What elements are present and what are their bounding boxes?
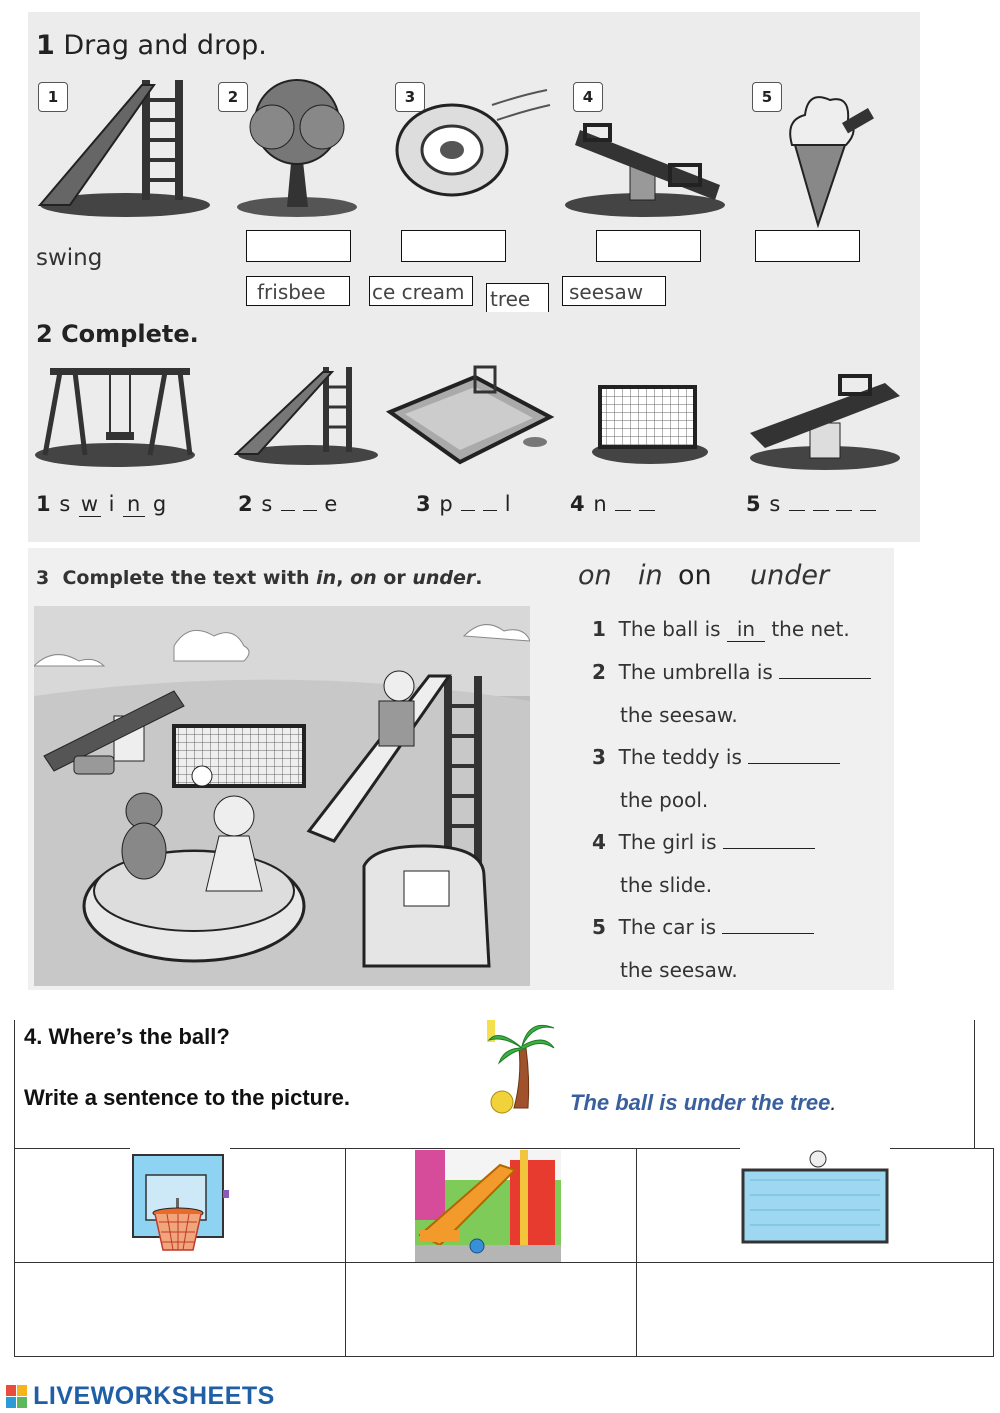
drop-box-3[interactable] (401, 230, 506, 262)
picture-number-2: 2 (218, 82, 248, 112)
complete-item-2: 2 s e (238, 492, 339, 516)
table-border-middle (14, 1262, 994, 1263)
drop-box-2[interactable] (246, 230, 351, 262)
ball-icon (470, 1239, 484, 1253)
answer-blank[interactable] (779, 678, 871, 679)
example-answer: The ball is under the tree. (570, 1090, 837, 1115)
filled-letter: w (80, 492, 100, 516)
answer-in: in (727, 617, 765, 642)
section3-heading: 3 Complete the text with in, on or under. (36, 567, 483, 589)
sentence-4-cont: the slide. (620, 873, 713, 897)
answer-cell-1[interactable] (16, 1264, 344, 1355)
goal-net-icon (740, 1150, 890, 1246)
playground-illustration (34, 606, 530, 986)
picture-number-4: 4 (573, 82, 603, 112)
letter-blank[interactable] (615, 510, 631, 511)
word-bank-on[interactable]: on (578, 560, 612, 591)
sentence-2-cont: the seesaw. (620, 703, 738, 727)
drag-word-frisbee[interactable]: frisbee (246, 276, 350, 306)
letter-blank[interactable] (836, 510, 852, 511)
section4-title: 4. Where’s the ball? (24, 1024, 230, 1049)
section4-instruction: Write a sentence to the picture. (24, 1085, 351, 1110)
border (974, 1020, 975, 1148)
filled-letter: n (123, 492, 145, 517)
table-divider-2 (636, 1148, 637, 1357)
answer-cell-3[interactable] (638, 1264, 992, 1355)
picture-number-3: 3 (395, 82, 425, 112)
ice-cream-icon (780, 85, 880, 230)
drop-box-4[interactable] (596, 230, 701, 262)
sentence-3: 3 The teddy is (592, 745, 840, 769)
table-divider-1 (345, 1148, 346, 1357)
boy-icon (384, 671, 414, 701)
seesaw-icon (560, 110, 730, 220)
ball-icon (810, 1151, 826, 1167)
ball-icon (491, 1091, 513, 1113)
drag-word-tree[interactable]: tree (486, 283, 549, 313)
letter-blank[interactable] (461, 510, 475, 511)
complete-item-1: 1 s w i n g (36, 492, 168, 516)
swing-icon (30, 360, 200, 470)
first-answer-swing: swing (36, 245, 103, 271)
pool-icon (385, 362, 555, 472)
frisbee-icon (392, 85, 552, 205)
border (14, 1020, 15, 1357)
basketball-hoop-icon (131, 1150, 231, 1258)
filled-letter: i (108, 492, 116, 516)
slide-icon (30, 70, 210, 220)
picture-number-1: 1 (38, 82, 68, 112)
complete-item-3: 3 p l (416, 492, 512, 516)
letter-blank[interactable] (639, 510, 655, 511)
seesaw-icon (745, 368, 905, 473)
letter-blank[interactable] (860, 510, 876, 511)
table-border-right (993, 1148, 994, 1357)
sentence-3-cont: the pool. (620, 788, 709, 812)
letter-blank[interactable] (789, 510, 805, 511)
letter-blank[interactable] (281, 510, 295, 511)
word-bank-in[interactable]: in (638, 560, 663, 591)
answer-blank[interactable] (748, 763, 840, 764)
liveworksheets-logo: LIVEWORKSHEETS (6, 1382, 275, 1410)
letter-blank[interactable] (813, 510, 829, 511)
girl-icon (214, 796, 254, 836)
palm-tree-icon (484, 1018, 564, 1114)
letter-blank[interactable] (303, 510, 317, 511)
slide-icon (228, 362, 378, 467)
word-bank-on[interactable]: on (678, 560, 712, 591)
logo-mark-icon (6, 1385, 28, 1409)
section2-heading: 2 Complete. (36, 320, 199, 348)
picture-number-5: 5 (752, 82, 782, 112)
answer-cell-2[interactable] (347, 1264, 635, 1355)
net-icon (590, 372, 710, 467)
complete-item-4: 4 n (570, 492, 655, 516)
sentence-5-cont: the seesaw. (620, 958, 738, 982)
complete-item-5: 5 s (746, 492, 876, 516)
sentence-5: 5 The car is (592, 915, 814, 939)
sentence-4: 4 The girl is (592, 830, 815, 854)
ball-icon (192, 766, 212, 786)
section1-heading: 1 Drag and drop. (36, 30, 267, 61)
drop-box-5[interactable] (755, 230, 860, 262)
sentence-1: 1 The ball is in the net. (592, 617, 850, 641)
answer-blank[interactable] (722, 933, 814, 934)
slide-with-ball-icon (415, 1150, 561, 1262)
answer-blank[interactable] (723, 848, 815, 849)
tree-icon (232, 72, 362, 222)
word-bank-under[interactable]: under (750, 560, 830, 591)
toy-car-icon (74, 756, 114, 774)
table-border-bottom (14, 1356, 994, 1357)
drag-word-ice-cream[interactable]: ce cream (369, 276, 473, 306)
letter-blank[interactable] (483, 510, 497, 511)
drag-word-seesaw[interactable]: seesaw (562, 276, 666, 306)
sentence-2: 2 The umbrella is (592, 660, 871, 684)
